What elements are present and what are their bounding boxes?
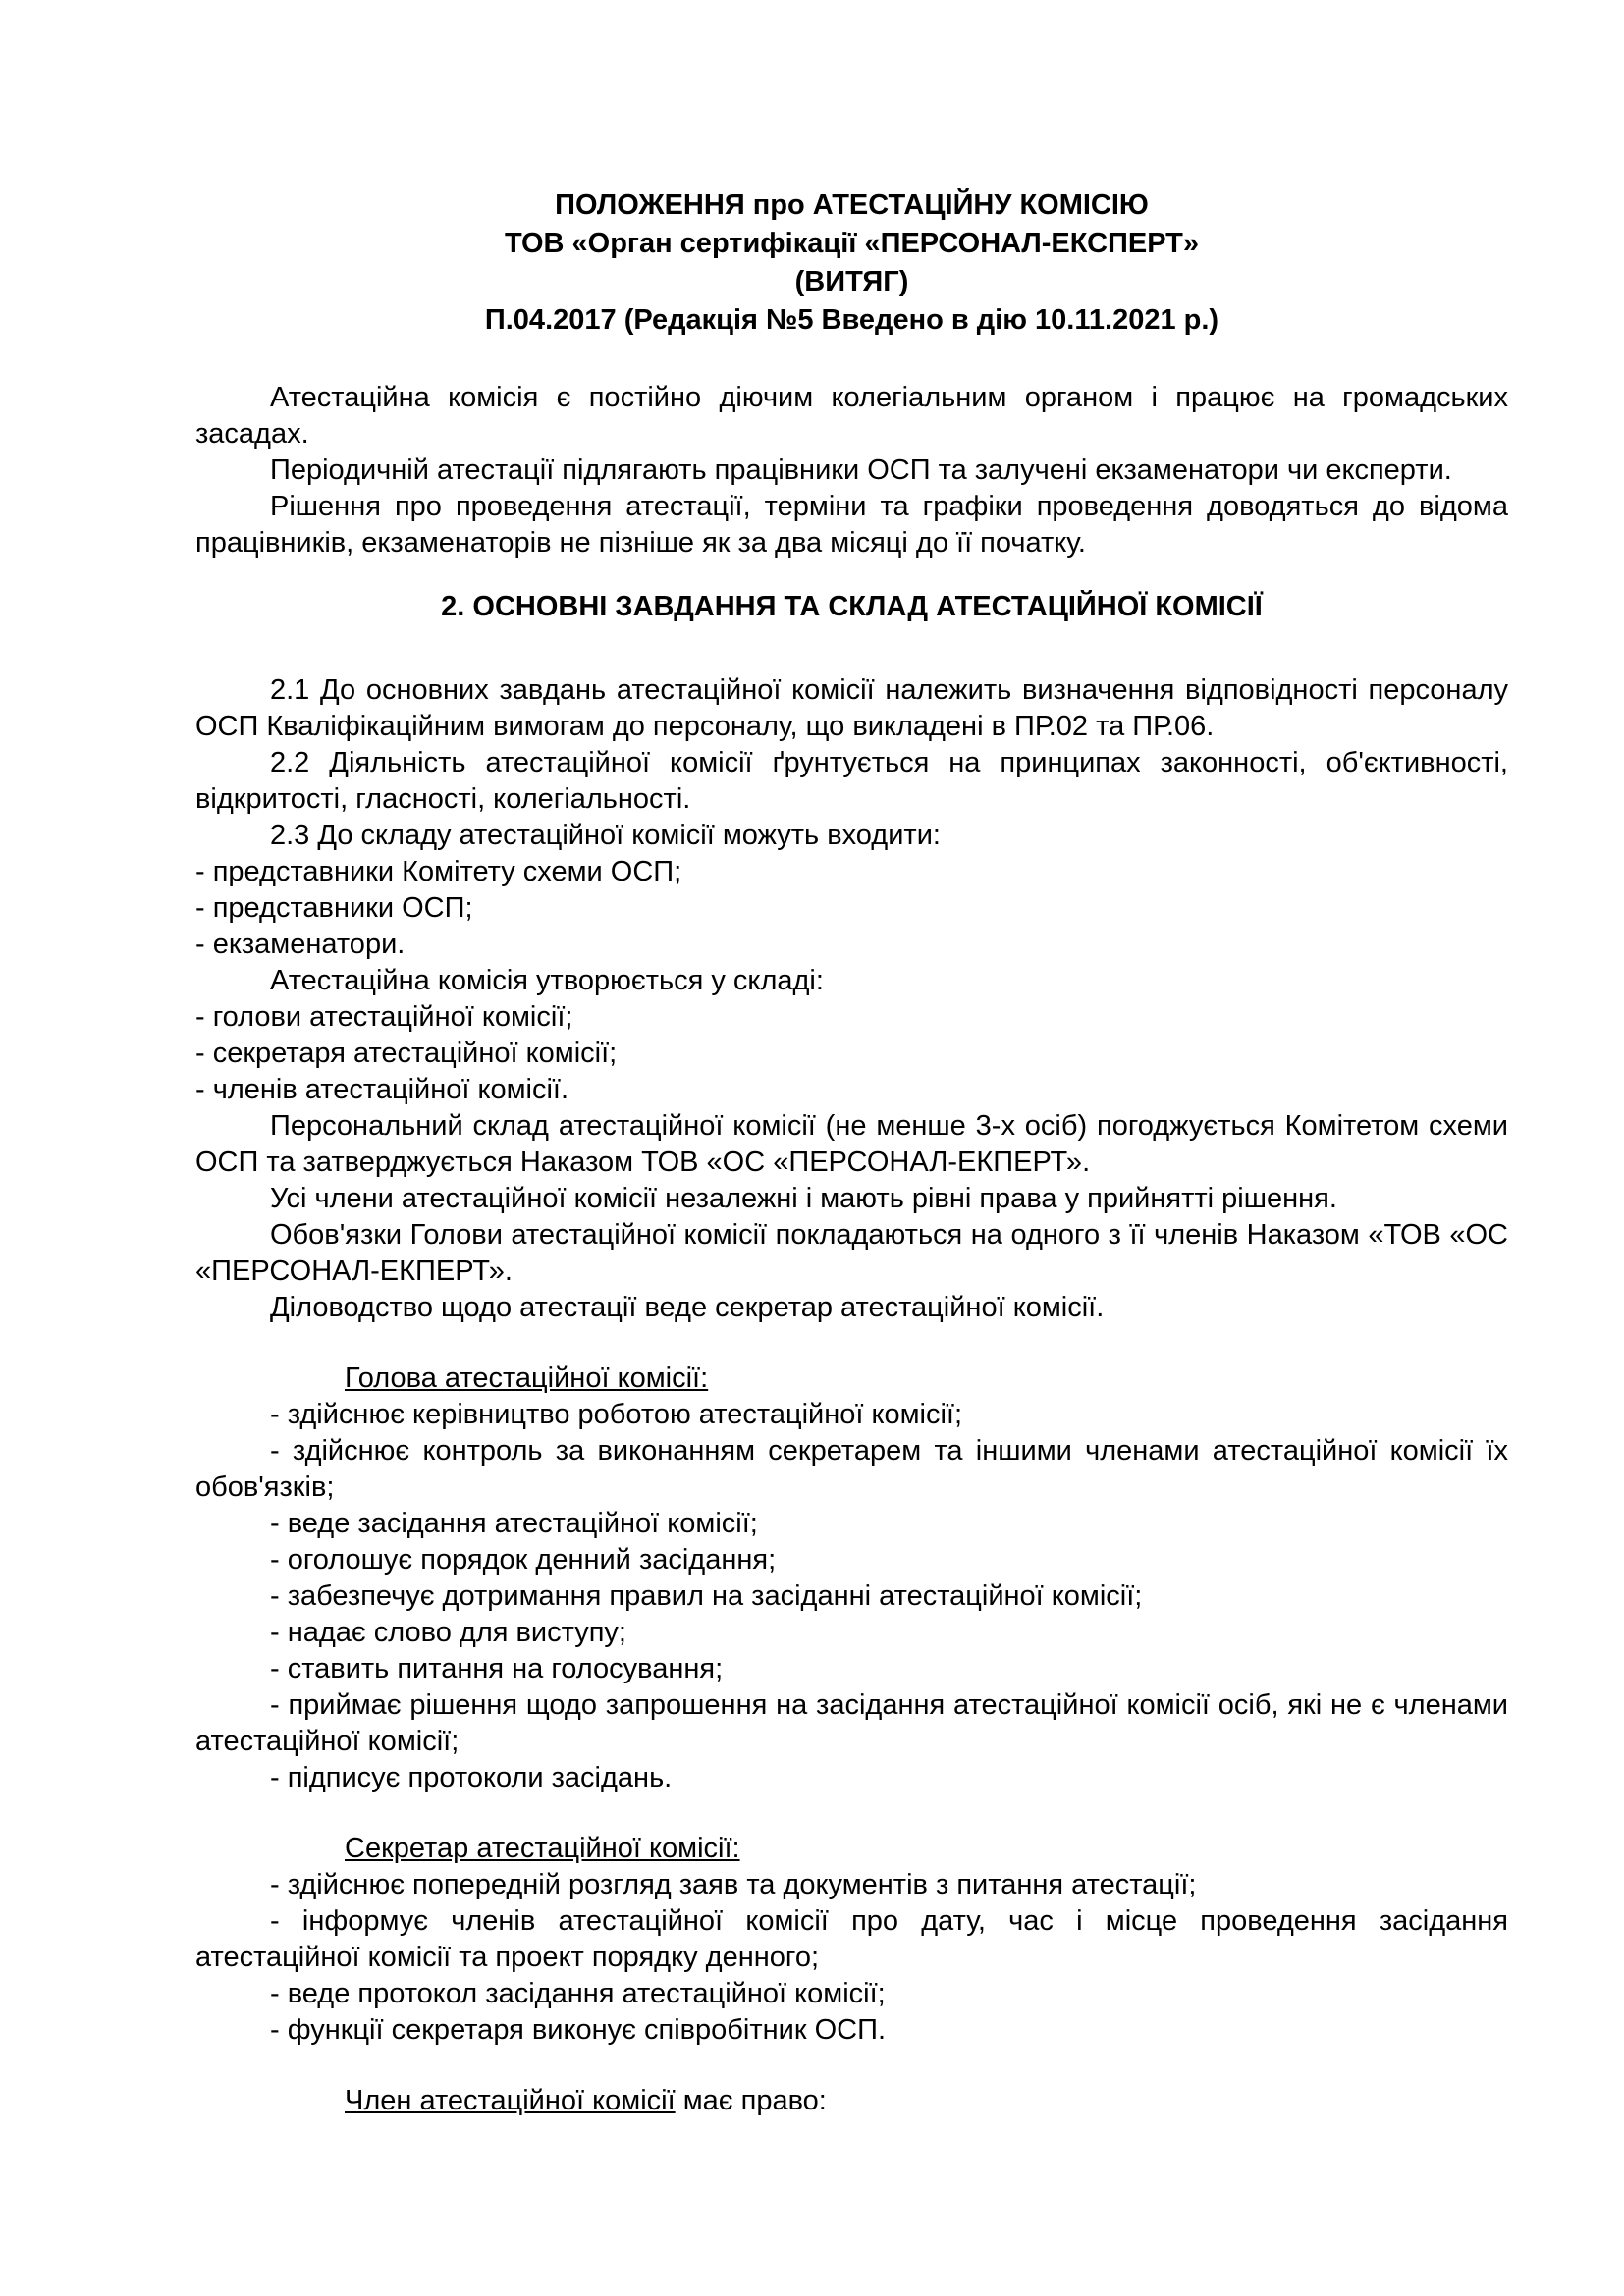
personal-structure-paragraph: Персональний склад атестаційної комісії (не менше 3-х осіб) погоджується Комітетом схеми ОСП та затверджується Наказом ТОВ «ОС «ПЕРСОНАЛ-ЕКПЕРТ». xyxy=(195,1110,1508,1178)
secretary-duty-item: - здійснює попередній розгляд заяв та документів з питання атестації; xyxy=(270,1869,1197,1900)
title-line-2: ТОВ «Орган сертифікації «ПЕРСОНАЛ-ЕКСПЕРТ» xyxy=(504,228,1200,259)
intro-paragraph-1: Атестаційна комісія є постійно діючим колегіальним органом і працює на громадських засадах. xyxy=(195,382,1508,450)
intro-paragraph-3: Рішення про проведення атестації, терміни та графіки проведення доводяться до відома працівників, екзаменаторів не пізніше як за два місяці до її початку. xyxy=(195,491,1508,559)
secretary-duty-item: - веде протокол засідання атестаційної комісії; xyxy=(270,1978,886,2009)
document-body xyxy=(195,380,1508,2119)
section-2-heading: 2. ОСНОВНІ ЗАВДАННЯ ТА СКЛАД АТЕСТАЦІЙНОЇ КОМІСІЇ xyxy=(441,591,1263,622)
composition-role-item: - членів атестаційної комісії. xyxy=(195,1074,569,1105)
head-duty-item: - веде засідання атестаційної комісії; xyxy=(270,1508,758,1539)
head-duty-item: - здійснює керівництво роботою атестаційної комісії; xyxy=(270,1399,963,1430)
title-line-4: П.04.2017 (Редакція №5 Введено в дію 10.11.2021 р.) xyxy=(484,304,1219,336)
composition-intro: Атестаційна комісія утворюється у складі: xyxy=(270,965,824,996)
secretary-heading-text: Секретар атестаційної комісії: xyxy=(345,1833,740,1864)
title-line-1: ПОЛОЖЕННЯ про АТЕСТАЦІЙНУ КОМІСІЮ xyxy=(555,189,1149,221)
composition-candidate-item: - екзаменатори. xyxy=(195,929,406,960)
head-duty-item: - надає слово для виступу; xyxy=(270,1617,626,1648)
record-keeping-paragraph: Діловодство щодо атестації веде секретар атестаційної комісії. xyxy=(270,1292,1105,1323)
member-heading-underlined-text: Член атестаційної комісії xyxy=(345,2085,676,2116)
head-duty-item: - ставить питання на голосування; xyxy=(270,1653,724,1684)
document-title xyxy=(195,187,1508,340)
composition-role-item: - голови атестаційної комісії; xyxy=(195,1001,573,1033)
head-of-commission-heading-text: Голова атестаційної комісії: xyxy=(345,1362,709,1394)
secretary-heading xyxy=(195,1831,1508,1867)
head-duty-item: - підписує протоколи засідань. xyxy=(270,1762,673,1793)
head-duty-item: - забезпечує дотримання правил на засіданні атестаційної комісії; xyxy=(270,1580,1143,1612)
intro-paragraph-2: Періодичній атестації підлягають працівники ОСП та залучені екзаменатори чи експерти. xyxy=(270,454,1452,486)
clause-2-2: 2.2 Діяльність атестаційної комісії ґрунтується на принципах законності, об'єктивності, відкритості, гласності, колегіальності. xyxy=(195,747,1508,815)
title-line-3: (ВИТЯГ) xyxy=(794,266,909,297)
composition-role-item: - секретаря атестаційної комісії; xyxy=(195,1038,618,1069)
members-equal-paragraph: Усі члени атестаційної комісії незалежні і мають рівні права у прийнятті рішення. xyxy=(270,1183,1337,1214)
composition-candidate-item: - представники ОСП; xyxy=(195,892,473,924)
head-duty-item: - оголошує порядок денний засідання; xyxy=(270,1544,777,1575)
clause-2-1: 2.1 До основних завдань атестаційної комісії належить визначення відповідності персоналу ОСП Кваліфікаційним вимогам до персоналу, що викладені в ПР.02 та ПР.06. xyxy=(195,674,1508,742)
secretary-duty-item: - функції секретаря виконує співробітник ОСП. xyxy=(270,2014,886,2046)
head-duty-item: - здійснює контроль за виконанням секретарем та іншими членами атестаційної комісії їх обов'язків; xyxy=(195,1435,1508,1503)
member-heading-rest-text: має право: xyxy=(675,2085,827,2116)
head-duties-assignment-paragraph: Обов'язки Голови атестаційної комісії покладаються на одного з її членів Наказом «ТОВ «ОС «ПЕРСОНАЛ-ЕКПЕРТ». xyxy=(195,1219,1508,1287)
head-duty-item: - приймає рішення щодо запрошення на засідання атестаційної комісії осіб, які не є членами атестаційної комісії; xyxy=(195,1689,1508,1757)
clause-2-3: 2.3 До складу атестаційної комісії можуть входити: xyxy=(270,820,941,851)
head-of-commission-heading xyxy=(195,1361,1508,1397)
secretary-duty-item: - інформує членів атестаційної комісії про дату, час і місце проведення засідання атестаційної комісії та проект порядку денного; xyxy=(195,1905,1508,1973)
member-heading xyxy=(195,2083,1508,2119)
composition-candidate-item: - представники Комітету схеми ОСП; xyxy=(195,856,682,887)
